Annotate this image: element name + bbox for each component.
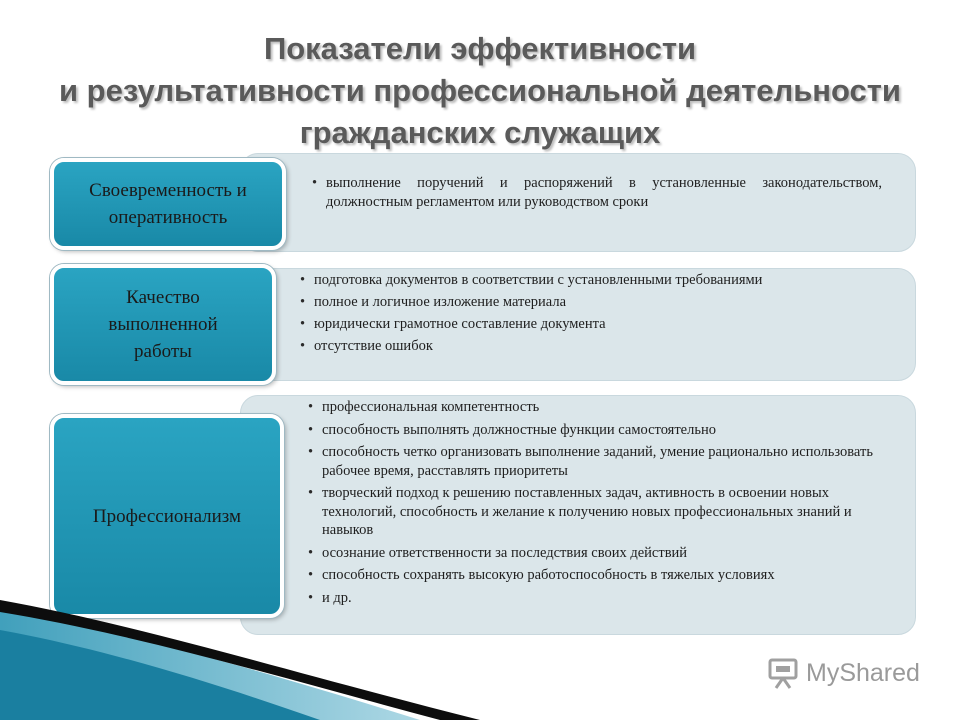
list-item: • творческий подход к решению поставленных задач, активность в освоении новых технологий, способность и желание к получению новых профессиональных знаний и навыков bbox=[308, 484, 878, 540]
title-line-3: гражданских служащих bbox=[299, 115, 661, 150]
section-1-label-line: оперативность bbox=[108, 207, 228, 228]
list-item: • способность выполнять должностные функции самостоятельно bbox=[308, 421, 878, 440]
list-item: • профессиональная компетентность bbox=[308, 398, 878, 417]
myshared-logo bbox=[766, 656, 920, 690]
section-2-label-line: выполненной bbox=[108, 314, 218, 335]
list-item: • отсутствие ошибок bbox=[300, 337, 890, 355]
section-2-label-line: работы bbox=[134, 341, 192, 362]
section-3-label-card bbox=[50, 414, 284, 618]
title-line-1: Показатели эффективности bbox=[263, 31, 697, 66]
section-2-label-line: Качество bbox=[126, 287, 200, 308]
logo-text: MyShared bbox=[806, 658, 920, 687]
list-item: • выполнение поручений и распоряжений в установленные законодательством, должностным регламентом или руководством сроки bbox=[312, 174, 882, 212]
list-item: • и др. bbox=[308, 589, 878, 608]
list-item: • способность сохранять высокую работоспособность в тяжелых условиях bbox=[308, 566, 878, 585]
section-1-label-card bbox=[50, 158, 286, 250]
list-item: • полное и логичное изложение материала bbox=[300, 293, 890, 311]
slide-title bbox=[0, 28, 960, 154]
list-item: • осознание ответственности за последствия своих действий bbox=[308, 544, 878, 563]
section-1-list bbox=[312, 174, 882, 212]
list-item: • подготовка документов в соответствии с установленными требованиями bbox=[300, 271, 890, 289]
list-item: • юридически грамотное составление документа bbox=[300, 315, 890, 333]
presentation-board-icon bbox=[766, 656, 802, 690]
decorative-swoosh bbox=[0, 590, 960, 720]
section-3-list bbox=[308, 398, 878, 607]
section-2-list bbox=[300, 271, 890, 355]
section-2-label-card bbox=[50, 264, 276, 385]
title-line-2: и результативности профессиональной деятельности bbox=[59, 73, 901, 108]
list-item: • способность четко организовать выполнение заданий, умение рационально использовать рабочее время, расставлять приоритеты bbox=[308, 443, 878, 480]
section-3-label-line: Профессионализм bbox=[92, 505, 242, 527]
section-1-label-line: Своевременность и bbox=[89, 180, 247, 201]
